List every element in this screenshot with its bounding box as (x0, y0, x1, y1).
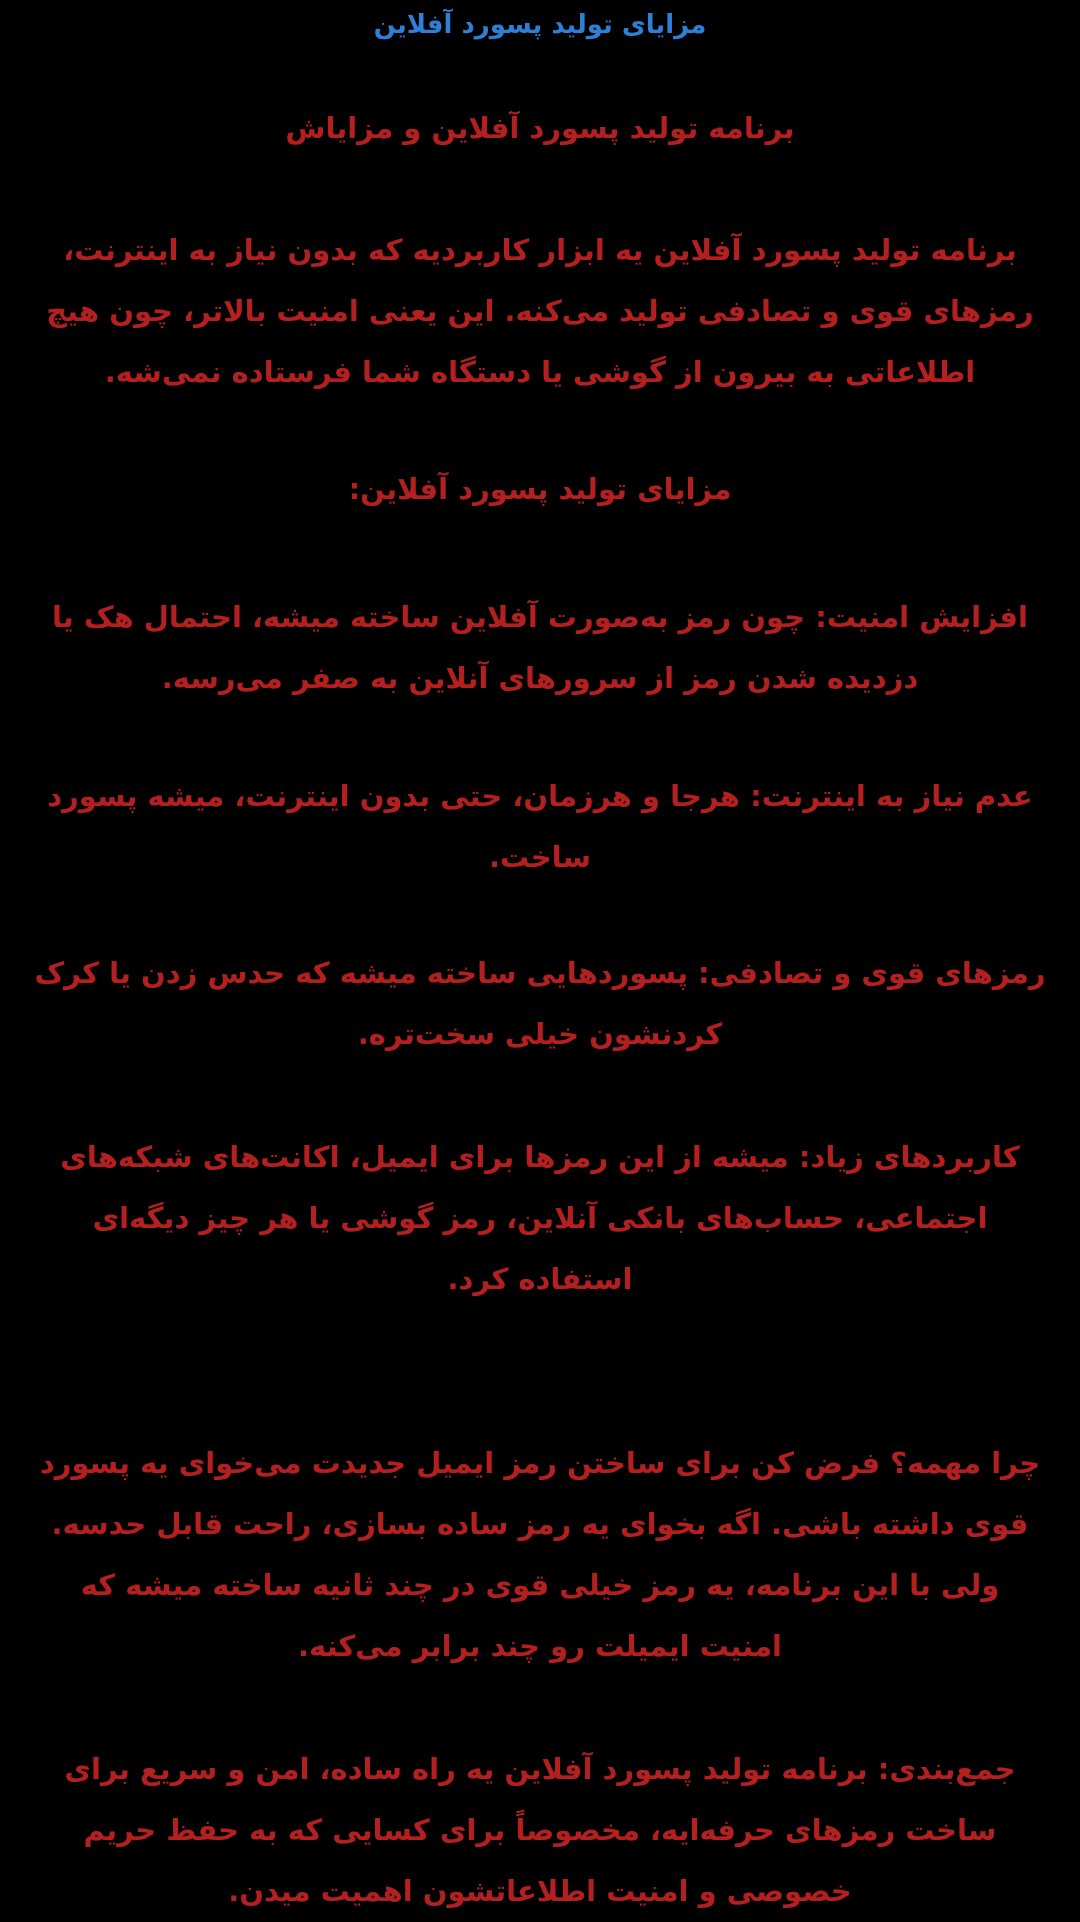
intro-paragraph (0, 220, 1080, 403)
why-important-paragraph (0, 1433, 1080, 1677)
benefit-no-internet (0, 766, 1080, 888)
page-title: مزایای تولید پسورد آفلاین (373, 10, 707, 40)
text-line: ولی با این برنامه، یه رمز خیلی قوی در چند ثانیه ساخته میشه که (80, 1568, 1000, 1602)
text-line: اجتماعی، حساب‌های بانکی آنلاین، رمز گوشی یا هر چیز دیگه‌ای (92, 1201, 988, 1235)
text-line: ساخت رمزهای حرفه‌ایه، مخصوصاً برای کسایی که به حفظ حریم (83, 1813, 997, 1847)
text-line: رمزهای قوی و تصادفی: پسوردهایی ساخته میشه که حدس زدن یا کرک (34, 956, 1046, 990)
text-line: ساخت. (488, 840, 592, 874)
text-line: چرا مهمه؟ فرض کن برای ساختن رمز ایمیل جدیدت می‌خوای یه پسورد (39, 1446, 1041, 1480)
text-line: عدم نیاز به اینترنت: هرجا و هرزمان، حتی بدون اینترنت، میشه پسورد (47, 779, 1033, 813)
text-line: کاربردهای زیاد: میشه از این رمزها برای ایمیل، اکانت‌های شبکه‌های (60, 1140, 1020, 1174)
text-line: رمزهای قوی و تصادفی تولید می‌کنه. این یعنی امنیت بالاتر، چون هیچ (46, 294, 1034, 328)
section-heading: برنامه تولید پسورد آفلاین و مزایاش (285, 111, 795, 145)
text-line: کردنشون خیلی سخت‌تره. (357, 1017, 723, 1051)
page-title-block (0, 0, 1080, 50)
benefit-strong-random (0, 943, 1080, 1065)
text-line: استفاده کرد. (447, 1262, 633, 1296)
benefits-heading-block (0, 459, 1080, 520)
text-line: اطلاعاتی به بیرون از گوشی یا دستگاه شما فرستاده نمی‌شه. (104, 355, 976, 389)
benefit-uses (0, 1127, 1080, 1310)
text-line: برنامه تولید پسورد آفلاین یه ابزار کاربردیه که بدون نیاز به اینترنت، (63, 233, 1017, 267)
benefit-security (0, 587, 1080, 709)
text-line: خصوصی و امنیت اطلاعاتشون اهمیت میدن. (228, 1874, 852, 1908)
benefits-heading: مزایای تولید پسورد آفلاین: (348, 472, 732, 506)
heading-block (0, 98, 1080, 159)
text-line: جمع‌بندی: برنامه تولید پسورد آفلاین یه راه ساده، امن و سریع برای (64, 1752, 1016, 1786)
text-line: دزدیده شدن رمز از سرورهای آنلاین به صفر می‌رسه. (161, 661, 919, 695)
text-line: امنیت ایمیلت رو چند برابر می‌کنه. (297, 1629, 782, 1663)
text-line: افزایش امنیت: چون رمز به‌صورت آفلاین ساخته میشه، احتمال هک یا (52, 600, 1028, 634)
summary-paragraph (0, 1739, 1080, 1922)
text-line: قوی داشته باشی. اگه بخوای یه رمز ساده بسازی، راحت قابل حدسه. (51, 1507, 1029, 1541)
